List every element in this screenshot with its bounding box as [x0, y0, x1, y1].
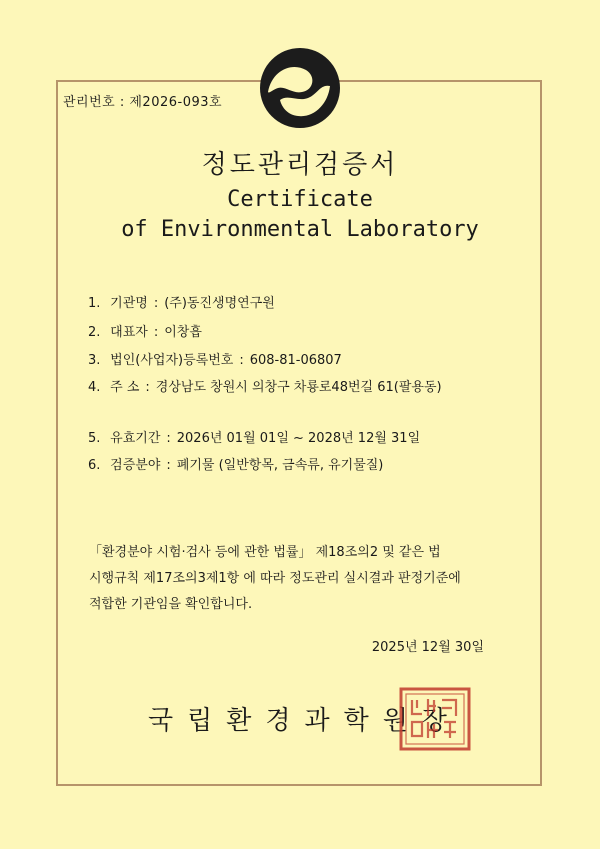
official-seal-icon	[398, 686, 472, 752]
detail-registration-no: 3. 법인(사업자)등록번호 : 608-81-06807	[88, 353, 342, 368]
english-title-line2: of Environmental Laboratory	[121, 217, 479, 242]
issue-date: 2025년 12월 30일	[371, 640, 484, 655]
detail-verification-field: 6. 검증분야 : 폐기물 (일반항목, 금속류, 유기물질)	[88, 458, 384, 473]
registration-number: 관리번호 : 제2026-093호	[63, 91, 226, 110]
detail-valid-period: 5. 유효기간 : 2026년 01월 01일 ~ 2028년 12월 31일	[88, 431, 421, 446]
page-title: 정도관리검증서	[201, 150, 399, 180]
english-title-line1: Certificate	[227, 187, 373, 212]
statement-line: 시행규칙 제17조의3제1항 에 따라 정도관리 실시결과 판정기준에	[89, 571, 461, 586]
government-emblem-icon	[258, 46, 342, 130]
detail-representative: 2. 대표자 : 이창흡	[88, 325, 202, 340]
statement-line: 「환경분야 시험·검사 등에 관한 법률」 제18조의2 및 같은 법	[89, 545, 441, 560]
statement-line: 적합한 기관임을 확인합니다.	[89, 597, 253, 612]
issuer-name: 국립환경과학원장	[148, 706, 461, 736]
detail-institution-name: 1. 기관명 : (주)동진생명연구원	[88, 296, 275, 311]
certification-statement	[89, 540, 529, 618]
detail-address: 4. 주 소 : 경상남도 창원시 의창구 차룡로48번길 61(팔용동)	[88, 380, 442, 395]
